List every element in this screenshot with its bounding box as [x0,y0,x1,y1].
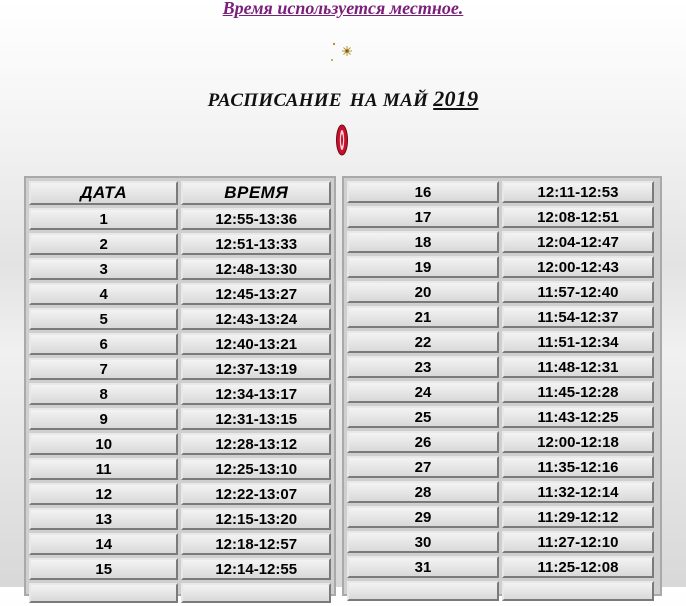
table-row [347,456,654,478]
local-time-notice[interactable]: Время используется местное. [222,0,464,18]
date-cell: 11 [29,458,178,480]
time-cell: 12:15-13:20 [181,508,331,530]
date-cell: 12 [29,483,178,505]
table-row [29,208,331,230]
time-cell: 12:51-13:33 [181,233,331,255]
time-cell: 12:40-13:21 [181,333,331,355]
table-row [347,406,654,428]
table-row [347,381,654,403]
time-cell: 12:28-13:12 [181,433,331,455]
empty-cell [347,581,499,601]
time-cell: 11:45-12:28 [502,381,654,403]
date-cell: 5 [29,308,178,330]
date-cell: 7 [29,358,178,380]
time-cell: 12:25-13:10 [181,458,331,480]
table-row [347,331,654,353]
table-row [347,206,654,228]
table-row [29,433,331,455]
table-row [29,233,331,255]
table-row [347,356,654,378]
date-cell: 13 [29,508,178,530]
schedule-table-right [342,176,662,596]
time-cell: 12:18-12:57 [181,533,331,555]
time-cell: 11:32-12:14 [502,481,654,503]
time-cell: 12:34-13:17 [181,383,331,405]
date-cell: 25 [347,406,499,428]
table-row [29,458,331,480]
table-row [347,431,654,453]
table-row [347,506,654,528]
date-column-header: ДАТА [29,181,178,205]
table-row [29,333,331,355]
table-row [347,231,654,253]
table-row [347,306,654,328]
date-cell: 30 [347,531,499,553]
table-row [29,283,331,305]
time-cell: 11:48-12:31 [502,356,654,378]
page-title [0,86,686,112]
date-cell: 1 [29,208,178,230]
table-row [29,558,331,580]
date-cell: 2 [29,233,178,255]
time-cell: 12:04-12:47 [502,231,654,253]
empty-row [29,583,331,603]
table-row [29,358,331,380]
date-cell: 16 [347,181,499,203]
table-row [347,556,654,578]
table-row [29,483,331,505]
time-cell: 11:43-12:25 [502,406,654,428]
date-cell: 29 [347,506,499,528]
red-ornament-icon [335,123,349,157]
table-row [347,531,654,553]
table-row [29,508,331,530]
title-year: 2019 [433,86,479,111]
time-cell: 11:27-12:10 [502,531,654,553]
table-row [347,181,654,203]
time-cell: 12:22-13:07 [181,483,331,505]
empty-cell [181,583,331,603]
time-cell: 12:31-13:15 [181,408,331,430]
date-cell: 17 [347,206,499,228]
date-cell: 14 [29,533,178,555]
time-cell: 12:00-12:18 [502,431,654,453]
date-cell: 18 [347,231,499,253]
empty-row [347,581,654,601]
time-cell: 12:45-13:27 [181,283,331,305]
title-prefix: РАСПИСАНИЕ [207,90,342,111]
empty-cell [502,581,654,601]
date-cell: 4 [29,283,178,305]
time-cell: 12:08-12:51 [502,206,654,228]
table-row [347,481,654,503]
time-cell: 11:54-12:37 [502,306,654,328]
empty-cell [29,583,178,603]
table-row [29,408,331,430]
table-row [29,533,331,555]
table-row [29,258,331,280]
time-cell: 12:37-13:19 [181,358,331,380]
date-cell: 3 [29,258,178,280]
table-row [29,383,331,405]
time-cell: 11:35-12:16 [502,456,654,478]
table-row [347,256,654,278]
time-cell: 12:11-12:53 [502,181,654,203]
date-cell: 28 [347,481,499,503]
time-cell: 12:55-13:36 [181,208,331,230]
time-cell: 11:25-12:08 [502,556,654,578]
table-row [347,281,654,303]
time-cell: 11:51-12:34 [502,331,654,353]
time-cell: 12:14-12:55 [181,558,331,580]
time-cell: 11:29-12:12 [502,506,654,528]
title-month: НА МАЙ [349,90,429,111]
time-cell: 12:43-13:24 [181,308,331,330]
table-header-row [29,181,331,205]
date-cell: 26 [347,431,499,453]
table-row [29,308,331,330]
schedule-table-left [24,176,336,596]
time-column-header: ВРЕМЯ [181,181,331,205]
date-cell: 21 [347,306,499,328]
date-cell: 9 [29,408,178,430]
date-cell: 20 [347,281,499,303]
date-cell: 8 [29,383,178,405]
time-cell: 11:57-12:40 [502,281,654,303]
date-cell: 6 [29,333,178,355]
date-cell: 23 [347,356,499,378]
date-cell: 19 [347,256,499,278]
date-cell: 15 [29,558,178,580]
date-cell: 27 [347,456,499,478]
date-cell: 10 [29,433,178,455]
sparkle-icon [328,40,358,64]
date-cell: 31 [347,556,499,578]
time-cell: 12:48-13:30 [181,258,331,280]
date-cell: 24 [347,381,499,403]
time-cell: 12:00-12:43 [502,256,654,278]
date-cell: 22 [347,331,499,353]
